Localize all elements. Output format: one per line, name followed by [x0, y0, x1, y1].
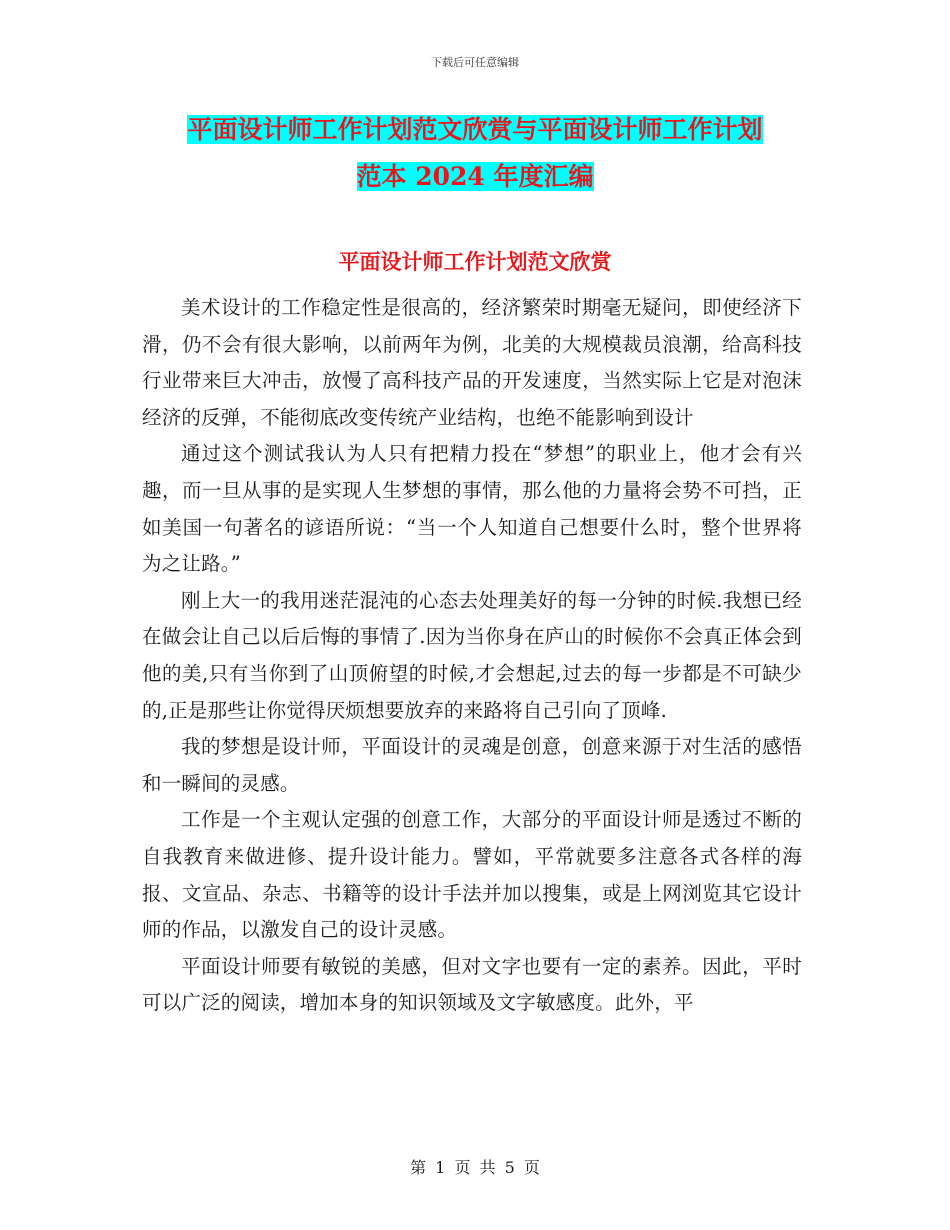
paragraph: 平面设计师要有敏锐的美感，但对文字也要有一定的素养。因此，平时可以广泛的阅读，增加本身的知识领域及文字敏感度。此外，平	[142, 954, 802, 1015]
paragraph: 刚上大一的我用迷茫混沌的心态去处理美好的每一分钟的时候.我想已经在做会让自己以后后悔的事情了.因为当你身在庐山的时候你不会真正体会到他的美,只有当你到了山顶俯望的时候,才会想起,过去的每一步都是不可缺少的,正是那些让你觉得厌烦想要放弃的来路将自己引向了顶峰.	[142, 588, 802, 722]
document-title	[145, 106, 805, 200]
paragraph: 通过这个测试我认为人只有把精力投在“梦想”的职业上，他才会有兴趣，而一旦从事的是实现人生梦想的事情，那么他的力量将会势不可挡，正如美国一句著名的谚语所说：“当一个人知道自己想要什么时，整个世界将为之让路。”	[142, 442, 802, 576]
page-header-note: 下载后可任意编辑	[431, 56, 519, 69]
page-number-footer: 第 1 页 共 5 页	[410, 1158, 540, 1177]
body-text	[142, 290, 802, 1022]
document-title-line-2: 范本 2024 年度汇编	[356, 162, 594, 191]
paragraph: 美术设计的工作稳定性是很高的，经济繁荣时期毫无疑问，即使经济下滑，仍不会有很大影响，以前两年为例，北美的大规模裁员浪潮，给高科技行业带来巨大冲击，放慢了高科技产品的开发速度，当然实际上它是对泡沫经济的反弹，不能彻底改变传统产业结构，也绝不能影响到设计	[142, 296, 802, 429]
paragraph: 我的梦想是设计师，平面设计的灵魂是创意，创意来源于对生活的感悟和一瞬间的灵感。	[142, 735, 802, 795]
paragraph: 工作是一个主观认定强的创意工作，大部分的平面设计师是透过不断的自我教育来做进修、提升设计能力。譬如，平常就要多注意各式各样的海报、文宣品、杂志、书籍等的设计手法并加以搜集，或是上网浏览其它设计师的作品，以激发自己的设计灵感。	[142, 808, 802, 942]
section-heading: 平面设计师工作计划范文欣赏	[338, 249, 612, 274]
document-title-line-1: 平面设计师工作计划范文欣赏与平面设计师工作计划	[187, 115, 763, 144]
